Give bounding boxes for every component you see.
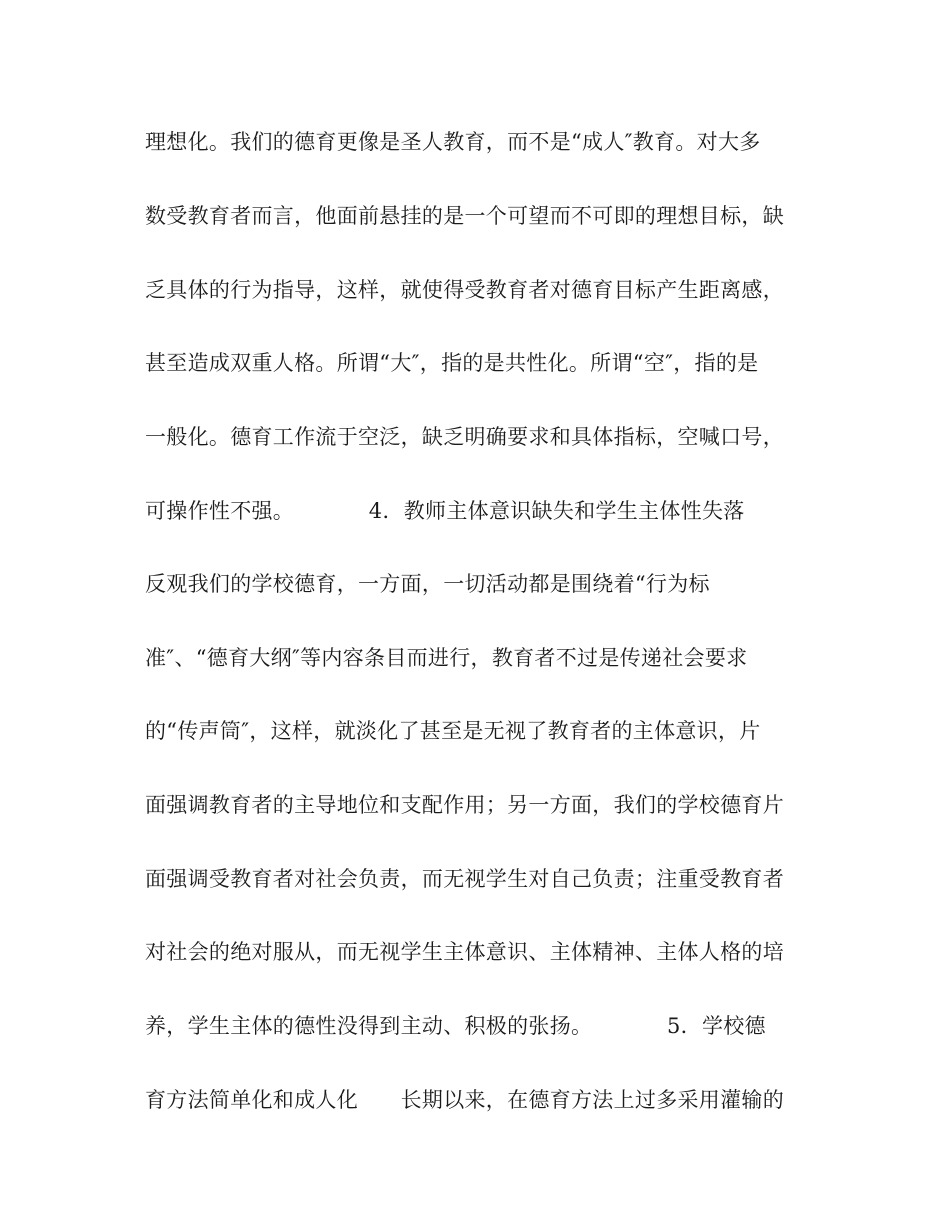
text-line: 对社会的绝对服从，而无视学生主体意识、主体精神、主体人格的培	[145, 940, 784, 964]
text-line: 养，学生主体的德性没得到主动、积极的张扬。 5．学校德	[145, 1014, 766, 1038]
text-line: 一般化。德育工作流于空泛，缺乏明确要求和具体指标，空喊口号，	[145, 425, 784, 449]
text-line: 乏具体的行为指导，这样，就使得受教育者对德育目标产生距离感，	[145, 278, 784, 302]
text-line: 理想化。我们的德育更像是圣人教育，而不是“成人″教育。对大多	[145, 130, 761, 154]
text-line: 甚至造成双重人格。所谓“大″，指的是共性化。所谓“空″，指的是	[145, 351, 759, 375]
text-line: 面强调受教育者对社会负责，而无视学生对自己负责；注重受教育者	[145, 867, 784, 891]
text-line: 数受教育者而言，他面前悬挂的是一个可望而不可即的理想目标，缺	[145, 204, 784, 228]
text-line: 育方法简单化和成人化 长期以来，在德育方法上过多采用灌输的	[145, 1088, 784, 1112]
text-line: 准″、“德育大纲″等内容条目而进行，教育者不过是传递社会要求	[145, 646, 748, 670]
text-line: 面强调教育者的主导地位和支配作用；另一方面，我们的学校德育片	[145, 793, 784, 817]
text-line: 可操作性不强。 4．教师主体意识缺失和学生主体性失落	[145, 499, 745, 523]
text-line: 反观我们的学校德育，一方面，一切活动都是围绕着“行为标	[145, 572, 710, 596]
text-line: 的“传声筒″，这样，就淡化了甚至是无视了教育者的主体意识，片	[145, 719, 761, 743]
